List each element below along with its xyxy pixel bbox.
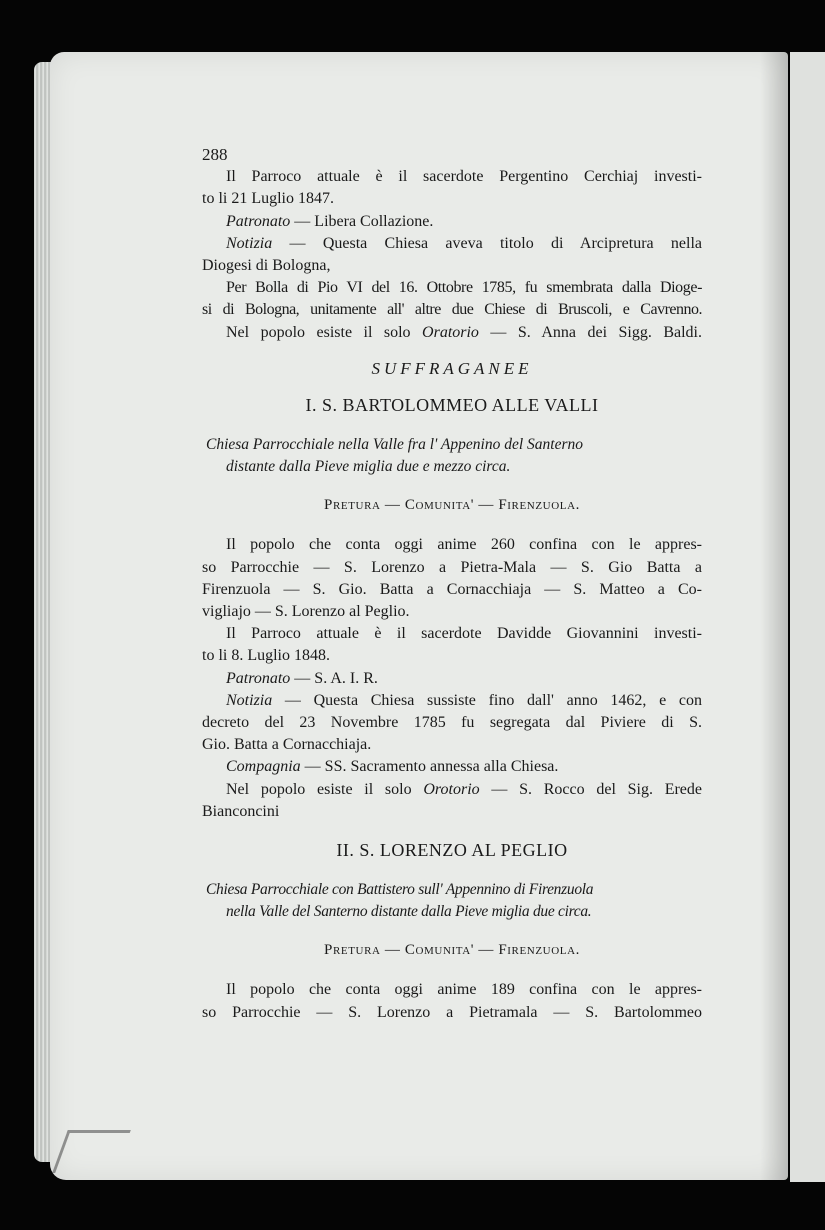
notizia-cont: Gio. Batta a Cornacchiaja. — [202, 736, 372, 754]
bolla-line: si di Bologna, unitamente all' altre due Chiese di Bruscoli, e Cavrenno. — [202, 301, 702, 319]
page-number: 288 — [202, 145, 228, 164]
popolo-post: — S. Rocco del Sig. Erede — [479, 780, 703, 798]
desc-line: nella Valle del Santerno distante dalla Pieve miglia due circa. — [226, 903, 592, 921]
patronato-text: — S. A. I. R. — [290, 669, 378, 687]
popolo-line — [202, 779, 702, 801]
body-line: so Parrocchie — S. Lorenzo a Pietra-Mala — S. Gio Batta a — [202, 558, 702, 576]
notizia-cont: decreto del 23 Novembre 1785 fu segregata dal Piviere di S. — [202, 714, 702, 732]
body-line: vigliajo — S. Lorenzo al Peglio. — [202, 603, 410, 621]
patronato-text: — Libera Collazione. — [290, 212, 434, 230]
church-2-description — [202, 879, 702, 923]
spine-shadow — [760, 52, 790, 1180]
bolla-line: Per Bolla di Pio VI del 16. Ottobre 1785, fu smembrata dalla Dioge- — [226, 279, 702, 297]
popolo-cont: Bianconcini — [202, 802, 280, 820]
notizia-line — [202, 233, 702, 255]
body-line: Il popolo che conta oggi anime 189 confina con le appres- — [226, 981, 702, 999]
notizia-label: Notizia — [226, 691, 273, 709]
popolo-line — [202, 322, 702, 344]
notizia-label: Notizia — [226, 234, 273, 252]
notizia-line — [202, 690, 702, 712]
facing-page-edge — [790, 52, 825, 1182]
patronato-label: Patronato — [226, 212, 291, 230]
body-line: so Parrocchie — S. Lorenzo a Pietramala — S. Bartolommeo — [202, 1003, 702, 1021]
compagnia-line — [202, 756, 702, 778]
notizia-cont: Diogesi di Bologna, — [202, 257, 331, 275]
church-1-description — [202, 434, 702, 478]
popolo-ital: Orotorio — [423, 780, 480, 798]
desc-line: distante dalla Pieve miglia due e mezzo circa. — [226, 458, 511, 476]
body-line: Firenzuola — S. Gio. Batta a Cornacchiaja — S. Matteo a Co- — [202, 580, 702, 598]
notizia-text: — Questa Chiesa sussiste fino dall' anno 1462, e con — [272, 691, 702, 709]
popolo-ital: Oratorio — [422, 323, 479, 341]
patronato-line — [202, 211, 702, 233]
church-2-pretura: Pretura — Comunita' — Firenzuola. — [324, 942, 580, 959]
compagnia-label: Compagnia — [226, 758, 301, 776]
desc-line: Chiesa Parrocchiale nella Valle fra l' Appenino del Santerno — [206, 436, 583, 454]
patronato-line — [202, 668, 702, 690]
compagnia-text: — SS. Sacramento annessa alla Chiesa. — [300, 758, 559, 776]
page-text — [202, 144, 702, 1024]
popolo-pre: Nel popolo esiste il solo — [226, 780, 424, 798]
desc-line: Chiesa Parrocchiale con Battistero sull' Appennino di Firenzuola — [206, 881, 594, 899]
patronato-label: Patronato — [226, 669, 291, 687]
parroco-line: Il Parroco attuale è il sacerdote Davidde Giovannini investi- — [226, 625, 702, 643]
parroco-line: to li 8. Luglio 1848. — [202, 647, 330, 665]
section-title: SUFFRAGANEE — [371, 358, 533, 378]
body-line: Il popolo che conta oggi anime 260 confina con le appres- — [226, 536, 702, 554]
church-1-pretura: Pretura — Comunita' — Firenzuola. — [324, 497, 580, 514]
intro-line: Il Parroco attuale è il sacerdote Pergentino Cerchiaj investi- — [226, 168, 702, 186]
popolo-pre: Nel popolo esiste il solo — [226, 323, 423, 341]
church-1-heading: I. S. BARTOLOMMEO ALLE VALLI — [305, 395, 599, 416]
notizia-text: — Questa Chiesa aveva titolo di Arcipretura nella — [272, 234, 702, 252]
intro-line: to li 21 Luglio 1847. — [202, 190, 334, 208]
church-2-heading: II. S. LORENZO AL PEGLIO — [336, 840, 568, 861]
popolo-post: — S. Anna dei Sigg. Baldi. — [478, 323, 703, 341]
